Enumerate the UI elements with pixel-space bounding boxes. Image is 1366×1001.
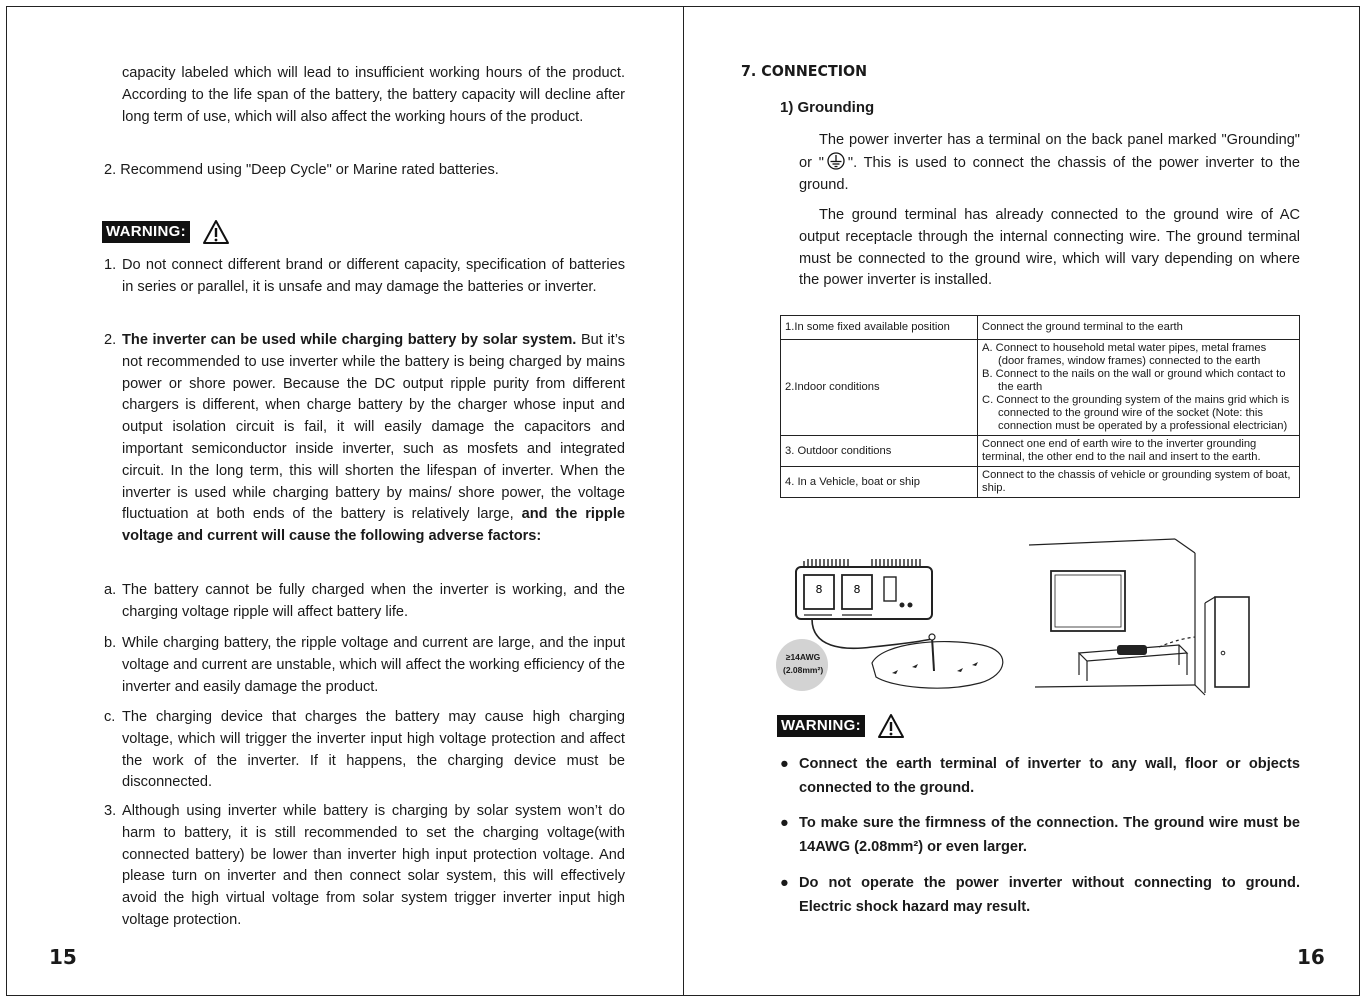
para1-start: The power inverter has a terminal on the back panel marked "Grounding" or " xyxy=(799,132,1300,171)
item-letter: c. xyxy=(104,709,116,725)
warning-item-2-text xyxy=(122,330,625,548)
option-c: C. Connect to the grounding system of the mains grid which is connected to the ground wire of the socket (Note: this connection must be operated by a professional electrician) xyxy=(982,394,1290,432)
table-cell xyxy=(978,340,1300,436)
bold-tail: and the ripple voltage and current will cause the following adverse factors: xyxy=(122,506,625,545)
item-letter: a. xyxy=(104,582,117,598)
subsection-title: 1) Grounding xyxy=(780,99,875,116)
table-cell: Connect to the chassis of vehicle or grounding system of boat, ship. xyxy=(978,467,1300,498)
svg-text:8: 8 xyxy=(815,583,823,596)
bullet-icon: ● xyxy=(780,875,789,891)
table-cell: Connect the ground terminal to the earth xyxy=(978,316,1300,340)
bullet-text: Connect the earth terminal of inverter to any wall, floor or objects connected to the ground. xyxy=(799,756,1300,796)
indoor-grounding-illustration xyxy=(1029,535,1309,700)
item-letter: b. xyxy=(104,635,117,651)
warning-label: WARNING: xyxy=(102,221,190,243)
bold-lead: The inverter can be used while charging battery by solar system. xyxy=(122,332,577,348)
factor-b-text: While charging battery, the ripple voltage and current are large, and the input voltage and current are unstable, which will affect the working efficiency of the inverter and easily damage the product. xyxy=(122,635,625,695)
warning-bullet-3 xyxy=(780,872,1300,919)
section-title: 7. CONNECTION xyxy=(741,62,868,80)
bullet-text: Do not operate the power inverter without connecting to ground. Electric shock hazard may result. xyxy=(799,875,1300,915)
para1-end: ". This is used to connect the chassis of the power inverter to the ground. xyxy=(799,154,1301,193)
body-text: But it’s not recommended to use inverter while the battery is being charged by mains power or shore power. Because the DC output ripple purity from different chargers is different, when charge battery by the charger whose input and output isolation circuit is fail, it will easily damage the capacitors and important semiconductor inside inverter, such as mosfets and integrated circuit. In the long term, this will shorten the lifespan of inverter. When the inverter is used while charging battery by mains/ shore power, the voltage fluctuation at both ends of the battery is relatively large, xyxy=(122,332,625,523)
recommend-item: 2. Recommend using "Deep Cycle" or Marine rated batteries. xyxy=(104,162,499,178)
bullet-icon: ● xyxy=(780,815,789,831)
warning-item-3-text: Although using inverter while battery is charging by solar system won’t do harm to battery, it is still recommended to set the charging voltage(with connected battery) be lower than inverter high input protection voltage. And please turn on inverter and then connect solar system, this will effectively avoid the high virtual voltage from solar system trigger inverter input high voltage protection. xyxy=(122,803,625,928)
warning-bullet-2 xyxy=(780,812,1300,859)
option-a: A. Connect to household metal water pipes, metal frames (door frames, window frames) connected to the earth xyxy=(982,342,1267,367)
table-cell: 4. In a Vehicle, boat or ship xyxy=(781,467,978,498)
warning-bullet-1 xyxy=(780,753,1300,800)
table-row xyxy=(781,436,1300,467)
factor-a xyxy=(104,580,625,624)
factor-b xyxy=(104,633,625,698)
awg-size: ≥14AWG xyxy=(785,652,821,662)
table-cell: Connect one end of earth wire to the inverter grounding terminal, the other end to the nail and insert to the earth. xyxy=(978,436,1300,467)
warning-item-2 xyxy=(104,330,625,548)
ground-symbol-icon xyxy=(826,152,846,170)
warning-label: WARNING: xyxy=(777,715,865,737)
intro-paragraph: capacity labeled which will lead to insufficient working hours of the product. According to the life span of the battery, the battery capacity will decline after long term of use, which will also affect the working hours of the product. xyxy=(122,65,625,125)
warning-triangle-icon xyxy=(202,219,230,245)
factor-c-text: The charging device that charges the battery may cause high charging voltage, which will trigger the inverter input high voltage protection and affect the work of the inverter. If it happens, the charging device must be disconnected. xyxy=(122,709,625,791)
awg-area: (2.08mm²) xyxy=(783,665,824,675)
item-number: 3. xyxy=(104,803,117,819)
grounding-paragraph-2: The ground terminal has already connected to the ground wire of AC output receptacle through the internal connecting wire. The ground terminal must be connected to the ground wire, which will vary depending on where the power inverter is installed. xyxy=(799,207,1300,289)
page-number: 15 xyxy=(49,945,77,969)
grounding-paragraph-1 xyxy=(799,130,1300,196)
grounding-options-table xyxy=(780,315,1300,498)
warning-heading-right xyxy=(777,713,905,739)
warning-item-3 xyxy=(104,801,625,932)
warning-heading-left xyxy=(102,219,230,245)
item-number: 2. xyxy=(104,332,117,348)
svg-text:8: 8 xyxy=(853,583,861,596)
page-16 xyxy=(683,6,1360,996)
option-b: B. Connect to the nails on the wall or ground which contact to the earth xyxy=(982,368,1286,393)
factor-c xyxy=(104,707,625,794)
page-15 xyxy=(6,6,684,996)
table-cell: 2.Indoor conditions xyxy=(781,340,978,436)
warning-item-1 xyxy=(104,255,625,299)
page-number: 16 xyxy=(1297,945,1325,969)
item-number: 1. xyxy=(104,257,117,273)
bullet-icon: ● xyxy=(780,756,789,772)
table-cell: 1.In some fixed available position xyxy=(781,316,978,340)
warning-item-1-text: Do not connect different brand or different capacity, specification of batteries in series or parallel, it is unsafe and may damage the batteries or inverter. xyxy=(122,257,625,295)
table-cell: 3. Outdoor conditions xyxy=(781,436,978,467)
bullet-text: To make sure the firmness of the connection. The ground wire must be 14AWG (2.08mm²) or even larger. xyxy=(799,815,1300,855)
wire-gauge-label xyxy=(783,651,823,677)
factor-a-text: The battery cannot be fully charged when the inverter is working, and the charging voltage ripple will affect battery life. xyxy=(122,582,625,620)
table-row xyxy=(781,467,1300,498)
table-row xyxy=(781,340,1300,436)
table-row xyxy=(781,316,1300,340)
warning-triangle-icon xyxy=(877,713,905,739)
